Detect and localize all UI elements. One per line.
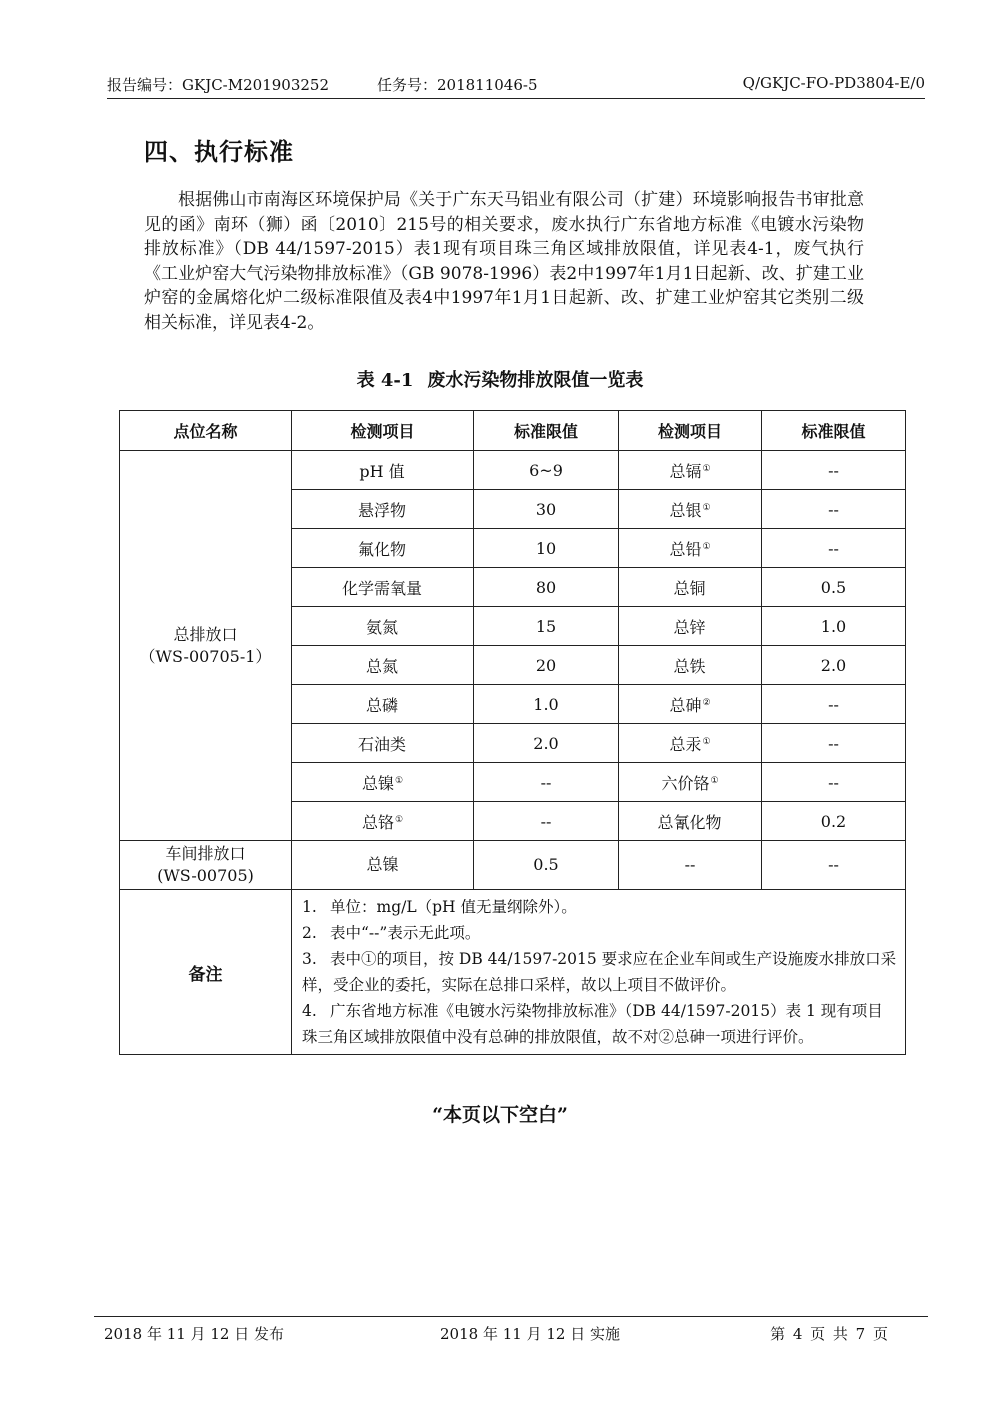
item-cell: pH 值: [292, 451, 474, 490]
item-cell: 总铬①: [292, 802, 474, 841]
implement-date: 2018 年 11 月 12 日 实施: [440, 1325, 620, 1343]
limit-cell: --: [474, 802, 619, 841]
note-3: 3. 表中①的项目，按 DB 44/1597-2015 要求应在企业车间或生产设施废水排放口采样，受企业的委托，实际在总排口采样，故以上项目不做评价。: [302, 950, 897, 994]
site-main-outlet: [120, 451, 292, 841]
document-code: Q/GKJC-FO-PD3804-E/0: [742, 74, 925, 92]
limit-cell: 0.5: [762, 568, 906, 607]
item-cell: 悬浮物: [292, 490, 474, 529]
item-cell: --: [619, 841, 762, 890]
limit-cell: 15: [474, 607, 619, 646]
item-cell: 总镉①: [619, 451, 762, 490]
item-cell: 总铜: [619, 568, 762, 607]
item-cell: 氟化物: [292, 529, 474, 568]
limit-cell: --: [762, 724, 906, 763]
limit-cell: --: [762, 841, 906, 890]
standards-paragraph: 根据佛山市南海区环境保护局《关于广东天马铝业有限公司（扩建）环境影响报告书审批意见的函》南环（狮）函〔2010〕215号的相关要求，废水执行广东省地方标准《电镀水污染物排放标准》（DB 44/1597-2015）表1现有项目珠三角区域排放限值，详见表4-1，废气执行《工业炉窑大气污染物排放标准》（GB 9078-1996）表2中1997年1月1日起新、改、扩建工业炉窑的金属熔化炉二级标准限值及表4中1997年1月1日起新、改、扩建工业炉窑其它类别二级相关标准，详见表4-2。: [144, 190, 864, 333]
item-cell: 六价铬①: [619, 763, 762, 802]
header-left: [107, 74, 538, 95]
table-row-workshop: [120, 841, 906, 890]
note-1: 1. 单位：mg/L（pH 值无量纲除外）。: [302, 898, 577, 916]
blank-page-notice: “本页以下空白”: [432, 1104, 568, 1126]
table-body: [120, 451, 906, 1055]
item-cell: 石油类: [292, 724, 474, 763]
item-cell: 总磷: [292, 685, 474, 724]
header-item-2: 检测项目: [619, 411, 762, 451]
limit-cell: 2.0: [474, 724, 619, 763]
limit-cell: 1.0: [474, 685, 619, 724]
item-cell: 总砷②: [619, 685, 762, 724]
item-cell: 化学需氧量: [292, 568, 474, 607]
limit-cell: --: [762, 763, 906, 802]
limit-cell: --: [762, 490, 906, 529]
section-title: 四、执行标准: [144, 138, 294, 166]
table-header-row: [120, 411, 906, 451]
table-caption-number: 表 4-1: [356, 370, 414, 391]
item-cell: 总汞①: [619, 724, 762, 763]
table-row: [120, 451, 906, 490]
publish-date: 2018 年 11 月 12 日 发布: [104, 1325, 284, 1343]
limit-cell: 80: [474, 568, 619, 607]
limit-cell: --: [762, 451, 906, 490]
limit-cell: 30: [474, 490, 619, 529]
item-cell: 总锌: [619, 607, 762, 646]
note-2: 2. 表中“--”表示无此项。: [302, 924, 481, 942]
header-limit-1: 标准限值: [474, 411, 619, 451]
limit-cell: 2.0: [762, 646, 906, 685]
item-cell: 总镍①: [292, 763, 474, 802]
item-cell: 总铅①: [619, 529, 762, 568]
site-main-code: （WS-00705-1）: [139, 646, 272, 666]
notes-label: 备注: [120, 890, 292, 1055]
limit-cell: 6~9: [474, 451, 619, 490]
site-workshop-outlet: [120, 841, 292, 890]
limit-cell: 0.5: [474, 841, 619, 890]
limit-cell: 1.0: [762, 607, 906, 646]
page-header: [107, 74, 925, 99]
limit-cell: --: [762, 529, 906, 568]
item-cell: 总镍: [292, 841, 474, 890]
header-item-1: 检测项目: [292, 411, 474, 451]
limit-cell: 0.2: [762, 802, 906, 841]
table-caption-title: 废水污染物排放限值一览表: [427, 370, 644, 391]
table-caption: [0, 366, 1000, 392]
item-cell: 总氰化物: [619, 802, 762, 841]
item-cell: 总银①: [619, 490, 762, 529]
task-number: 任务号：201811046-5: [377, 76, 538, 94]
item-cell: 氨氮: [292, 607, 474, 646]
report-number: 报告编号：GKJC-M201903252: [107, 76, 329, 94]
wastewater-limits-table: [119, 410, 906, 1055]
notes-row: [120, 890, 906, 1055]
limit-cell: --: [762, 685, 906, 724]
site-main-name: 总排放口: [173, 624, 238, 644]
site-workshop-name: 车间排放口: [165, 844, 246, 863]
limit-cell: 20: [474, 646, 619, 685]
notes-content: [292, 890, 906, 1055]
header-site: 点位名称: [120, 411, 292, 451]
item-cell: 总铁: [619, 646, 762, 685]
header-limit-2: 标准限值: [762, 411, 906, 451]
site-workshop-code: (WS-00705): [157, 866, 254, 885]
limit-cell: 10: [474, 529, 619, 568]
page-footer: [94, 1316, 928, 1347]
limit-cell: --: [474, 763, 619, 802]
item-cell: 总氮: [292, 646, 474, 685]
note-4: 4. 广东省地方标准《电镀水污染物排放标准》（DB 44/1597-2015）表 1 现有项目珠三角区域排放限值中没有总砷的排放限值，故不对②总砷一项进行评价。: [302, 1002, 883, 1046]
page-number: 第 4 页 共 7 页: [770, 1325, 888, 1343]
